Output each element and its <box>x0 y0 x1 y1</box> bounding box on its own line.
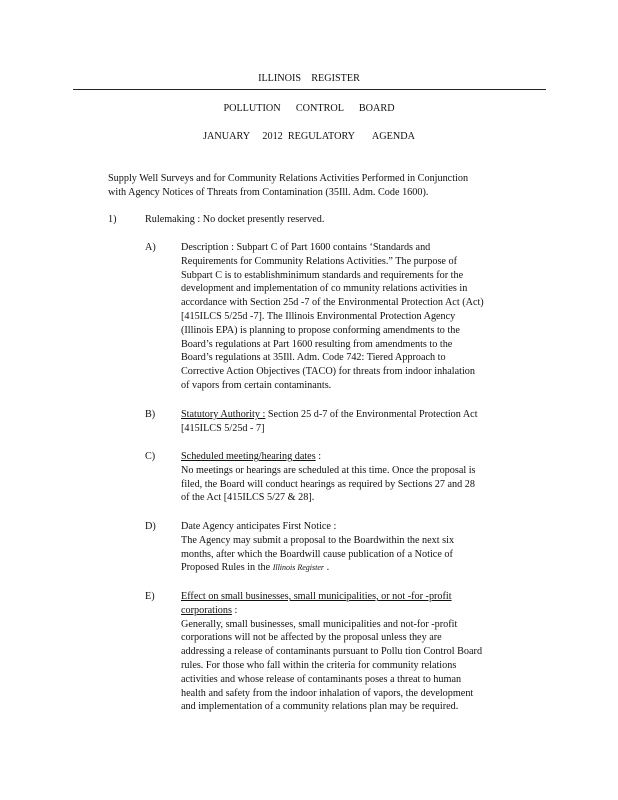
text-line: addressing a release of contaminants pursuant to Pollu tion Control Board <box>181 646 483 658</box>
section-c-label: C) <box>145 451 156 462</box>
text-line: filed, the Board will conduct hearings as required by Sections 27 and 28 <box>181 478 475 490</box>
agenda-title: JANUARY 2012 REGULATORY AGENDA <box>203 131 415 142</box>
intro-line: with Agency Notices of Threats from Contamination (35Ill. Adm. Code 1600). <box>108 186 429 198</box>
section-b-statutory-authority <box>181 408 529 436</box>
text-line: The Agency may submit a proposal to the Boardwithin the next six <box>181 534 455 546</box>
text-line: (Illinois EPA) is planning to propose conforming amendments to the <box>181 324 460 336</box>
section-d-first-notice <box>181 520 529 575</box>
scheduled-dates-heading: Scheduled meeting/hearing dates <box>181 451 316 462</box>
heading-tail: : <box>231 604 238 616</box>
statutory-authority-heading: Statutory Authority : <box>181 409 266 420</box>
text-line: activities and whose release of contaminants poses a threat to human <box>181 673 462 685</box>
text-line: months, after which the Boardwill cause publication of a Notice of <box>181 548 453 560</box>
board-title: POLLUTION CONTROL BOARD <box>223 103 395 114</box>
text-line: accordance with Section 25d -7 of the Environmental Protection Act (Act) <box>181 297 484 309</box>
text-line: Corrective Action Objectives (TACO) for threats from indoor inhalation <box>181 366 475 378</box>
statutory-authority-text: Section 25 d-7 of the Environmental Protection Act <box>265 409 478 420</box>
section-d-label: D) <box>145 521 156 532</box>
item-number: 1) <box>108 214 117 225</box>
first-notice-heading: Date Agency anticipates First Notice : <box>181 521 337 532</box>
text-line <box>181 450 529 464</box>
text-line: [415ILCS 5/25d - 7] <box>181 422 265 434</box>
text-line: Subpart C is to establishminimum standards and requirements for the <box>181 269 464 281</box>
text-line: corporations will not be affected by the proposal unless they are <box>181 632 442 644</box>
effect-heading: Effect on small businesses, small municipalities, or not -for -profit <box>181 591 452 602</box>
text-line: development and implementation of co mmunity relations activities in <box>181 283 468 295</box>
illinois-register-title: Illinois Register <box>272 563 325 573</box>
text-line: Requirements for Community Relations Activities.” The purpose of <box>181 255 457 267</box>
section-a-description <box>181 241 529 393</box>
text-suffix: . <box>324 562 330 574</box>
text-line: of the Act [415ILCS 5/27 & 28]. <box>181 492 315 504</box>
section-b-label: B) <box>145 409 156 420</box>
register-title: ILLINOIS REGISTER <box>258 73 360 84</box>
section-e-label: E) <box>145 591 155 602</box>
section-e-effect-small-business <box>181 590 529 714</box>
section-c-scheduled-dates <box>181 450 529 505</box>
text-line: Board’s regulations at 35Ill. Adm. Code 742: Tiered Approach to <box>181 352 446 364</box>
effect-heading-cont: corporations <box>181 604 232 616</box>
text-line: [415ILCS 5/25d -7]. The Illinois Environmental Protection Agency <box>181 310 456 322</box>
text-line: Generally, small businesses, small municipalities and not-for -profit <box>181 618 458 630</box>
text-line <box>181 408 529 422</box>
rulemaking-text: Rulemaking : No docket presently reserved. <box>145 214 325 225</box>
text-line <box>181 561 529 575</box>
text-line: No meetings or hearings are scheduled at this time. Once the proposal is <box>181 464 476 476</box>
text-line: rules. For those who fall within the criteria for community relations <box>181 659 457 671</box>
proposed-rules-text: Proposed Rules in the <box>181 562 273 574</box>
intro-line: Supply Well Surveys and for Community Relations Activities Performed in Conjunction <box>108 173 469 184</box>
intro-paragraph <box>108 172 528 200</box>
text-line: of vapors from certain contaminants. <box>181 379 332 391</box>
header-rule <box>73 89 546 90</box>
text-line: health and safety from the indoor inhalation of vapors, the development <box>181 687 474 699</box>
text-line: and implementation of a community relations plan may be required. <box>181 701 459 713</box>
heading-tail: : <box>315 451 322 462</box>
text-line: Description : Subpart C of Part 1600 contains ‘Standards and <box>181 242 431 253</box>
section-a-label: A) <box>145 242 156 253</box>
text-line <box>181 604 529 618</box>
text-line: Board’s regulations at Part 1600 resulting from amendments to the <box>181 338 453 350</box>
